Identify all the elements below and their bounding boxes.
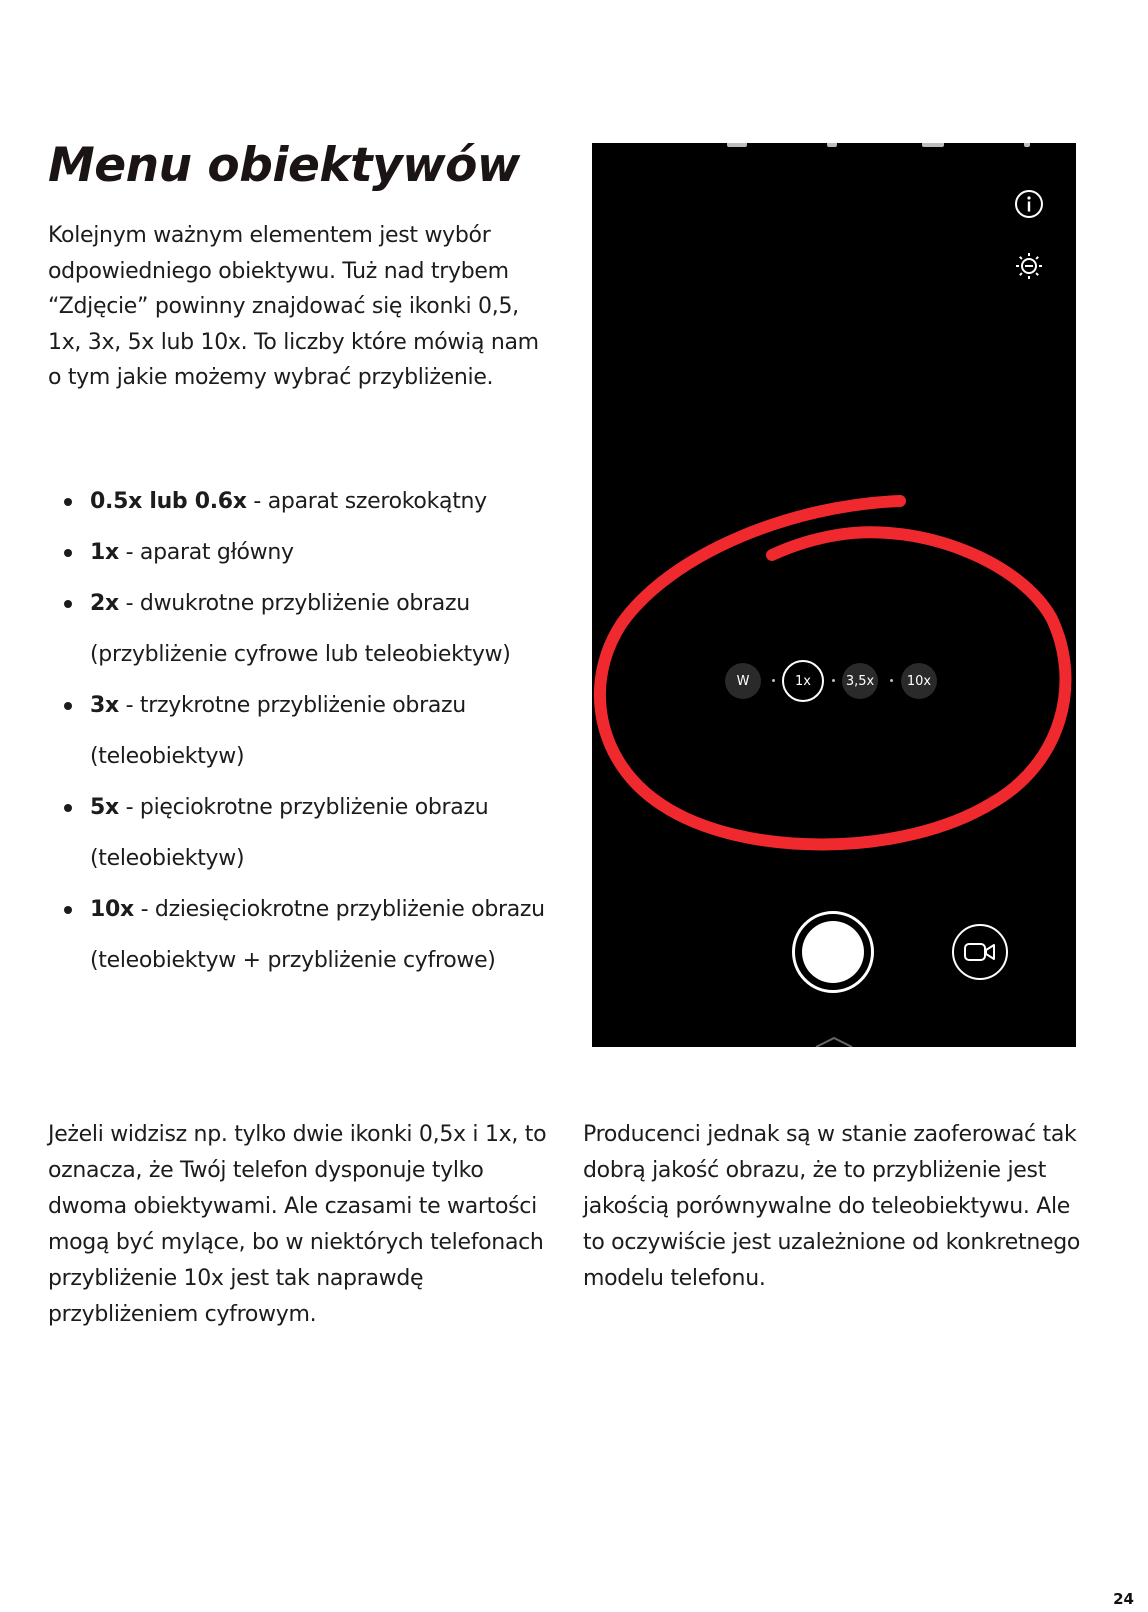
lens-button-1x[interactable]: 1x xyxy=(782,660,824,702)
exposure-icon[interactable] xyxy=(1014,251,1044,281)
intro-paragraph: Kolejnym ważnym elementem jest wybór odpowiedniego obiektywu. Tuż nad trybem “Zdjęcie” powinny znajdować się ikonki 0,5, 1x, 3x, 5x lub 10x. To liczby które mówią nam o tym jakie możemy wybrać przybliżenie. xyxy=(48,223,539,390)
page-title: Menu obiektywów xyxy=(48,138,520,193)
list-item xyxy=(48,578,568,680)
list-item-text: - pięciokrotne przybliżenie obrazu (teleobiektyw) xyxy=(90,795,489,871)
list-item-label: 5x xyxy=(90,795,119,820)
list-item-label: 3x xyxy=(90,693,119,718)
separator-dot xyxy=(890,679,893,682)
list-item xyxy=(48,527,568,578)
list-item-text: - dwukrotne przybliżenie obrazu (przybliżenie cyfrowe lub teleobiektyw) xyxy=(90,591,511,667)
list-item-label: 0.5x lub 0.6x xyxy=(90,489,247,514)
home-gesture-icon xyxy=(814,1036,854,1047)
camera-screenshot xyxy=(592,143,1076,1047)
page-number: 24 xyxy=(1113,1590,1134,1608)
status-bar-icon xyxy=(922,143,944,147)
list-item-text: - aparat szerokokątny xyxy=(246,489,487,514)
lens-button-10x[interactable]: 10x xyxy=(901,663,937,699)
list-item xyxy=(48,680,568,782)
list-item-text: - dziesięciokrotne przybliżenie obrazu (teleobiektyw + przybliżenie cyfrowe) xyxy=(90,897,545,973)
lens-list xyxy=(48,476,568,986)
shutter-core xyxy=(802,921,864,983)
bottom-left-paragraph: Jeżeli widzisz np. tylko dwie ikonki 0,5x i 1x, to oznacza, że Twój telefon dysponuje tylko dwoma obiektywami. Ale czasami te wartości mogą być mylące, bo w niektórych telefonach przybliżenie 10x jest tak naprawdę przybliżeniem cyfrowym. xyxy=(48,1122,547,1327)
list-item xyxy=(48,476,568,527)
lens-button-3-5x[interactable]: 3,5x xyxy=(842,663,878,699)
status-bar-icon xyxy=(1024,143,1030,147)
list-item xyxy=(48,884,568,986)
list-item-label: 2x xyxy=(90,591,119,616)
list-item-label: 10x xyxy=(90,897,134,922)
video-mode-button[interactable] xyxy=(952,924,1008,980)
video-camera-icon xyxy=(963,941,997,963)
status-bar-icon xyxy=(727,143,747,147)
separator-dot xyxy=(772,679,775,682)
shutter-button[interactable] xyxy=(792,911,874,993)
bottom-right-paragraph: Producenci jednak są w stanie zaoferować tak dobrą jakość obrazu, że to przybliżenie jest jakością porównywalne do teleobiektywu. Ale to oczywiście jest uzależnione od konkretnego modelu telefonu. xyxy=(583,1122,1081,1291)
list-item-text: - trzykrotne przybliżenie obrazu (teleobiektyw) xyxy=(90,693,466,769)
info-icon[interactable] xyxy=(1014,189,1044,219)
lens-button-w[interactable]: W xyxy=(725,663,761,699)
list-item-text: - aparat główny xyxy=(118,540,294,565)
list-item xyxy=(48,782,568,884)
status-bar-icon xyxy=(827,143,837,147)
lens-selector xyxy=(725,663,955,699)
list-item-label: 1x xyxy=(90,540,119,565)
separator-dot xyxy=(832,679,835,682)
